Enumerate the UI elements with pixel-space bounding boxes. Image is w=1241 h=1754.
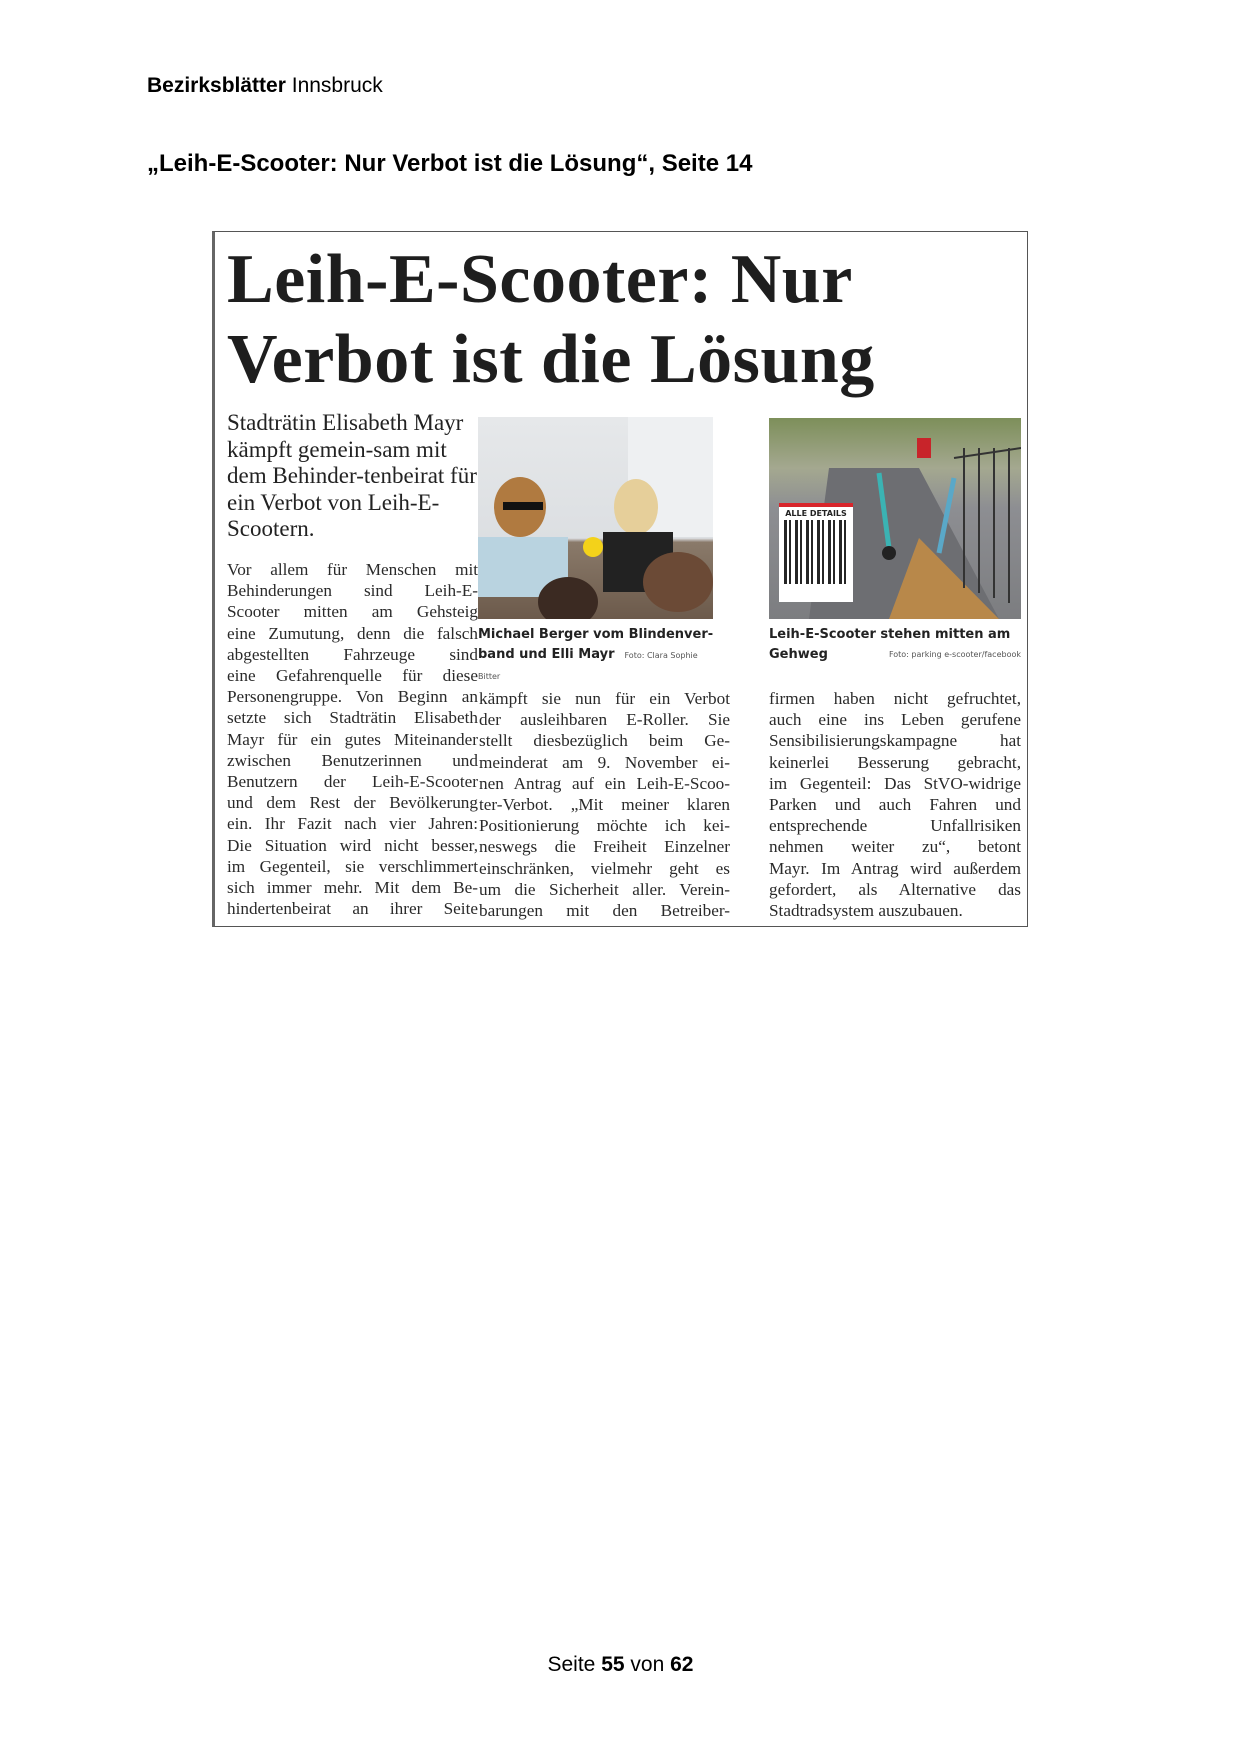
text-line: nehmen weiter zu“, betont [769, 837, 1021, 857]
brand: Bezirksblätter [147, 74, 286, 97]
text-line: um die Sicherheit aller. Verein- [479, 879, 730, 899]
publication-header [147, 74, 383, 98]
text-line: im Gegenteil: Das StVO-widrige [769, 773, 1021, 793]
qr-code-icon[interactable] [784, 520, 848, 584]
photo-credit: Foto: parking e-scooter/facebook [888, 650, 1021, 659]
subheadline: Stadträtin Elisabeth Mayr kämpft gemein-sam mit dem Behinder-tenbeirat für ein Verbot von Leih-E-Scootern. [227, 410, 477, 541]
text-line: im Gegenteil, sie verschlimmert [227, 856, 478, 876]
text-line: und dem Rest der Bevölkerung [227, 793, 478, 813]
text-column-1 [227, 559, 478, 919]
text-line: der ausleihbaren E-Roller. Sie [479, 710, 730, 730]
headline-line: Verbot ist die Lösung [227, 321, 875, 398]
text-line: sich immer mehr. Mit dem Be- [227, 878, 478, 898]
qr-label: ALLE DETAILS [785, 509, 847, 518]
caption-text: Leih-E-Scooter stehen mitten am Gehweg [769, 627, 1011, 662]
text-line: Positionierung möchte ich kei- [479, 816, 730, 836]
text-line: nen Antrag auf ein Leih-E-Scoo- [479, 773, 730, 793]
text-line: Mayr. Im Antrag wird außerdem [769, 858, 1021, 878]
footer-sep: von [630, 1653, 665, 1676]
text-line: eine Zumutung, denn die falsch [227, 623, 478, 643]
text-line: kämpft sie nun für ein Verbot [479, 689, 730, 708]
text-line: stellt diesbezüglich beim Ge- [479, 731, 730, 751]
document-title: „Leih-E-Scooter: Nur Verbot ist die Lösung“, Seite 14 [147, 150, 753, 177]
text-line: ter-Verbot. „Mit meiner klaren [479, 795, 730, 815]
text-line: eine Gefahrenquelle für diese [227, 666, 478, 686]
text-line: Scooter mitten am Gehsteig [227, 602, 478, 622]
photo-caption-2 [769, 625, 1021, 665]
text-line: Vor allem für Menschen mit [227, 560, 478, 579]
text-line: einschränken, vielmehr geht es [479, 858, 730, 878]
page-footer [0, 1653, 1241, 1677]
text-line: neswegs die Freiheit Einzelner [479, 837, 730, 857]
text-line: abgestellten Fahrzeuge sind [227, 644, 478, 664]
headline-line: Leih-E-Scooter: Nur [227, 241, 853, 318]
text-column-3 [769, 688, 1021, 921]
text-line: barungen mit den Betreiber- [479, 901, 730, 921]
text-line: firmen haben nicht gefruchtet, [769, 689, 1021, 708]
page-number: 55 [601, 1653, 625, 1676]
scooter-photo [769, 418, 1021, 619]
text-line: Parken und auch Fahren und [769, 795, 1021, 815]
text-line: Stadtradsystem auszubauen. [769, 901, 963, 921]
text-line: ein. Ihr Fazit nach vier Jahren: [227, 814, 478, 834]
text-line: Mayr für ein gutes Miteinander [227, 729, 478, 749]
text-line: gefordert, als Alternative das [769, 879, 1021, 899]
photo-credit: Foto: Clara Sophie Bitter [478, 651, 698, 681]
text-line: hindertenbeirat an ihrer Seite [227, 899, 478, 919]
text-line: Benutzern der Leih-E-Scooter [227, 772, 478, 792]
footer-label: Seite [547, 1653, 596, 1676]
headline [227, 240, 875, 400]
text-line: setzte sich Stadträtin Elisabeth [227, 708, 478, 728]
photo-illustration [478, 417, 713, 619]
text-line: zwischen Benutzerinnen und [227, 750, 478, 770]
press-conference-photo [478, 417, 713, 619]
newspaper-clipping [212, 231, 1028, 927]
page-total: 62 [670, 1653, 694, 1676]
text-line: Die Situation wird nicht besser, [227, 835, 478, 855]
caption-text: Michael Berger vom Blindenver-band und Elli Mayr [478, 627, 714, 662]
text-line: keinerlei Besserung gebracht, [769, 752, 1021, 772]
region: Innsbruck [291, 74, 383, 97]
qr-code-box[interactable] [779, 503, 853, 602]
text-line: entsprechende Unfallrisiken [769, 816, 1021, 836]
text-line: Sensibilisierungskampagne hat [769, 731, 1021, 751]
text-line: auch eine ins Leben gerufene [769, 710, 1021, 730]
text-column-2 [479, 688, 730, 921]
text-line: Personengruppe. Von Beginn an [227, 687, 478, 707]
photo-caption-1 [478, 625, 718, 687]
text-line: meinderat am 9. November ei- [479, 752, 730, 772]
text-line: Behinderungen sind Leih-E- [227, 581, 478, 601]
